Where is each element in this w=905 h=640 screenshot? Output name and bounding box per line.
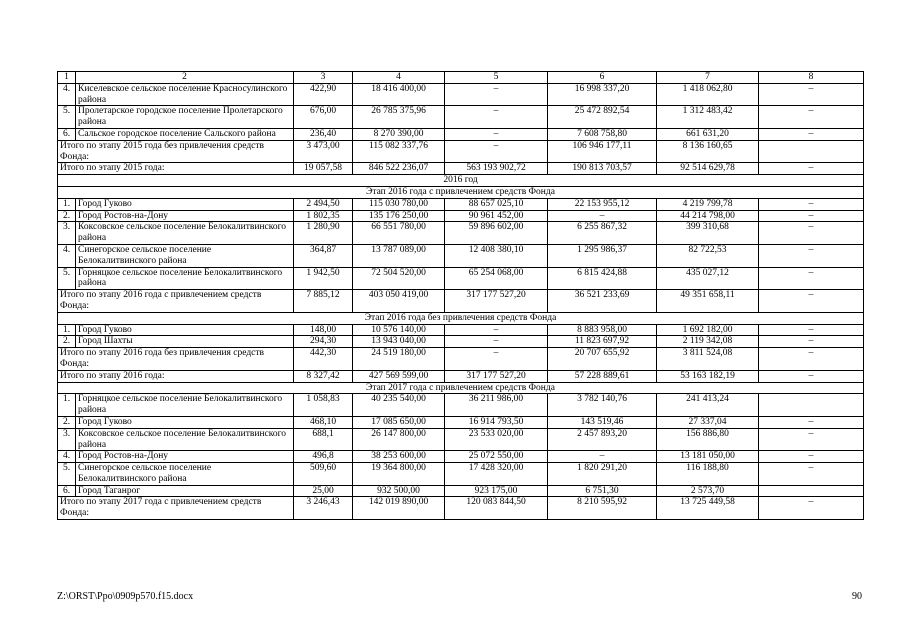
regional-budget-cell: 16 998 337,20 xyxy=(548,83,657,106)
other-cell: – xyxy=(759,428,864,451)
municipality-name: Коксовское сельское поселение Белокалитвинского района xyxy=(76,222,294,245)
row-number: 1. xyxy=(58,324,76,336)
area-cell: 2 494,50 xyxy=(294,198,353,210)
table-row xyxy=(58,428,864,451)
row-number: 2. xyxy=(58,416,76,428)
section-heading-row xyxy=(58,186,864,198)
fund-cell: – xyxy=(445,140,548,163)
other-cell: – xyxy=(759,222,864,245)
regional-budget-cell: 2 457 893,20 xyxy=(548,428,657,451)
area-cell: 364,87 xyxy=(294,244,353,267)
total-label: Итого по этапу 2015 года без привлечения средств Фонда: xyxy=(58,140,294,163)
other-cell: – xyxy=(759,324,864,336)
row-number: 4. xyxy=(58,244,76,267)
regional-budget-cell: 6 255 867,32 xyxy=(548,222,657,245)
other-cell: – xyxy=(759,267,864,290)
regional-budget-cell: 8 883 958,00 xyxy=(548,324,657,336)
table-row xyxy=(58,336,864,348)
regional-budget-cell: 6 815 424,88 xyxy=(548,267,657,290)
section-heading-row xyxy=(58,382,864,394)
table-row xyxy=(58,222,864,245)
fund-cell: 12 408 380,10 xyxy=(445,244,548,267)
other-cell: – xyxy=(759,497,864,520)
fund-cell: 16 914 793,50 xyxy=(445,416,548,428)
row-number: 5. xyxy=(58,106,76,129)
other-cell: – xyxy=(759,83,864,106)
municipality-name: Город Ростов-на-Дону xyxy=(76,451,294,463)
other-cell: – xyxy=(759,336,864,348)
area-cell: 509,60 xyxy=(294,463,353,486)
local-budget-cell: 53 163 182,19 xyxy=(657,370,759,382)
local-budget-cell: 13 181 050,00 xyxy=(657,451,759,463)
total-cost-cell: 10 576 140,00 xyxy=(353,324,445,336)
area-cell: 676,00 xyxy=(294,106,353,129)
local-budget-cell: 661 631,20 xyxy=(657,128,759,140)
local-budget-cell: 1 418 062,80 xyxy=(657,83,759,106)
fund-cell: 23 533 020,00 xyxy=(445,428,548,451)
total-cost-cell: 142 019 890,00 xyxy=(353,497,445,520)
total-label: Итого по этапу 2017 года с привлечением средств Фонда: xyxy=(58,497,294,520)
allocation-table xyxy=(57,71,864,520)
fund-cell: – xyxy=(445,336,548,348)
local-budget-cell: 49 351 658,11 xyxy=(657,290,759,313)
total-row xyxy=(58,290,864,313)
table-row xyxy=(58,267,864,290)
table-row xyxy=(58,394,864,417)
row-number: 2. xyxy=(58,336,76,348)
column-number-cell: 5 xyxy=(445,72,548,84)
row-number: 5. xyxy=(58,463,76,486)
local-budget-cell: 399 310,68 xyxy=(657,222,759,245)
fund-cell: 65 254 068,00 xyxy=(445,267,548,290)
fund-cell: – xyxy=(445,83,548,106)
total-cost-cell: 66 551 780,00 xyxy=(353,222,445,245)
table-row xyxy=(58,463,864,486)
row-number: 3. xyxy=(58,428,76,451)
municipality-name: Город Гуково xyxy=(76,198,294,210)
regional-budget-cell: 8 210 595,92 xyxy=(548,497,657,520)
section-heading: Этап 2016 года без привлечения средств Фонда xyxy=(58,312,864,324)
total-cost-cell: 403 050 419,00 xyxy=(353,290,445,313)
row-number: 4. xyxy=(58,451,76,463)
row-number: 1. xyxy=(58,394,76,417)
other-cell: – xyxy=(759,370,864,382)
fund-cell: – xyxy=(445,324,548,336)
section-heading-row xyxy=(58,175,864,187)
row-number: 1. xyxy=(58,198,76,210)
total-row xyxy=(58,497,864,520)
total-cost-cell: 38 253 600,00 xyxy=(353,451,445,463)
other-cell: – xyxy=(759,128,864,140)
column-number-cell: 7 xyxy=(657,72,759,84)
fund-cell: – xyxy=(445,106,548,129)
row-number: 6. xyxy=(58,485,76,497)
local-budget-cell: 1 692 182,00 xyxy=(657,324,759,336)
fund-cell: 317 177 527,20 xyxy=(445,370,548,382)
other-cell xyxy=(759,485,864,497)
total-label: Итого по этапу 2016 года: xyxy=(58,370,294,382)
total-row xyxy=(58,140,864,163)
regional-budget-cell: 7 608 758,80 xyxy=(548,128,657,140)
section-heading: Этап 2016 года с привлечением средств Фонда xyxy=(58,186,864,198)
regional-budget-cell: 25 472 892,54 xyxy=(548,106,657,129)
municipality-name: Синегорское сельское поселение Белокалитвинского района xyxy=(76,463,294,486)
other-cell: – xyxy=(759,416,864,428)
table-row xyxy=(58,416,864,428)
local-budget-cell: 44 214 798,00 xyxy=(657,210,759,222)
area-cell: 1 802,35 xyxy=(294,210,353,222)
total-cost-cell: 26 147 800,00 xyxy=(353,428,445,451)
total-row xyxy=(58,348,864,371)
total-label: Итого по этапу 2015 года: xyxy=(58,163,294,175)
area-cell: 294,30 xyxy=(294,336,353,348)
total-cost-cell: 19 364 800,00 xyxy=(353,463,445,486)
other-cell xyxy=(759,140,864,163)
fund-cell: – xyxy=(445,348,548,371)
total-label: Итого по этапу 2016 года без привлечения средств Фонда: xyxy=(58,348,294,371)
municipality-name: Город Шахты xyxy=(76,336,294,348)
municipality-name: Сальское городское поселение Сальского района xyxy=(76,128,294,140)
regional-budget-cell: 22 153 955,12 xyxy=(548,198,657,210)
area-cell: 3 246,43 xyxy=(294,497,353,520)
fund-cell: 563 193 902,72 xyxy=(445,163,548,175)
column-number-row xyxy=(58,72,864,84)
total-cost-cell: 846 522 236,07 xyxy=(353,163,445,175)
municipality-name: Город Таганрог xyxy=(76,485,294,497)
document-path: Z:\ORST\Ppo\0909p570.f15.docx xyxy=(57,591,194,602)
other-cell: – xyxy=(759,210,864,222)
local-budget-cell: 82 722,53 xyxy=(657,244,759,267)
regional-budget-cell: 143 519,46 xyxy=(548,416,657,428)
municipality-name: Пролетарское городское поселение Пролетарского района xyxy=(76,106,294,129)
total-cost-cell: 17 085 650,00 xyxy=(353,416,445,428)
municipality-name: Синегорское сельское поселение Белокалитвинского района xyxy=(76,244,294,267)
other-cell: – xyxy=(759,290,864,313)
table-row xyxy=(58,198,864,210)
other-cell: – xyxy=(759,451,864,463)
other-cell: – xyxy=(759,198,864,210)
regional-budget-cell: 20 707 655,92 xyxy=(548,348,657,371)
area-cell: 496,8 xyxy=(294,451,353,463)
local-budget-cell: 1 312 483,42 xyxy=(657,106,759,129)
area-cell: 468,10 xyxy=(294,416,353,428)
fund-cell: 88 657 025,10 xyxy=(445,198,548,210)
row-number: 2. xyxy=(58,210,76,222)
local-budget-cell: 2 573,70 xyxy=(657,485,759,497)
page-number: 90 xyxy=(852,591,862,602)
column-number-cell: 4 xyxy=(353,72,445,84)
total-cost-cell: 13 943 040,00 xyxy=(353,336,445,348)
section-heading: 2016 год xyxy=(58,175,864,187)
column-number-cell: 3 xyxy=(294,72,353,84)
total-cost-cell: 18 416 400,00 xyxy=(353,83,445,106)
area-cell: 236,40 xyxy=(294,128,353,140)
area-cell: 442,30 xyxy=(294,348,353,371)
total-cost-cell: 932 500,00 xyxy=(353,485,445,497)
fund-cell: 923 175,00 xyxy=(445,485,548,497)
total-cost-cell: 135 176 250,00 xyxy=(353,210,445,222)
table-row xyxy=(58,485,864,497)
table-row xyxy=(58,128,864,140)
total-cost-cell: 13 787 089,00 xyxy=(353,244,445,267)
row-number: 5. xyxy=(58,267,76,290)
area-cell: 3 473,00 xyxy=(294,140,353,163)
regional-budget-cell: 190 813 703,57 xyxy=(548,163,657,175)
total-cost-cell: 8 270 390,00 xyxy=(353,128,445,140)
section-heading: Этап 2017 года с привлечением средств Фонда xyxy=(58,382,864,394)
total-label: Итого по этапу 2016 года с привлечением средств Фонда: xyxy=(58,290,294,313)
area-cell: 148,00 xyxy=(294,324,353,336)
fund-cell: 317 177 527,20 xyxy=(445,290,548,313)
total-cost-cell: 26 785 375,96 xyxy=(353,106,445,129)
fund-cell: 25 072 550,00 xyxy=(445,451,548,463)
column-number-cell: 1 xyxy=(58,72,76,84)
row-number: 3. xyxy=(58,222,76,245)
total-cost-cell: 427 569 599,00 xyxy=(353,370,445,382)
table-row xyxy=(58,244,864,267)
area-cell: 1 280,90 xyxy=(294,222,353,245)
regional-budget-cell: 6 751,30 xyxy=(548,485,657,497)
area-cell: 25,00 xyxy=(294,485,353,497)
row-number: 4. xyxy=(58,83,76,106)
column-number-cell: 2 xyxy=(76,72,294,84)
municipality-name: Город Гуково xyxy=(76,324,294,336)
regional-budget-cell: – xyxy=(548,451,657,463)
total-cost-cell: 40 235 540,00 xyxy=(353,394,445,417)
table-row xyxy=(58,324,864,336)
area-cell: 422,90 xyxy=(294,83,353,106)
local-budget-cell: 435 027,12 xyxy=(657,267,759,290)
municipality-name: Киселевское сельское поселение Красносулинского района xyxy=(76,83,294,106)
table-row xyxy=(58,106,864,129)
fund-cell: 17 428 320,00 xyxy=(445,463,548,486)
other-cell: – xyxy=(759,348,864,371)
other-cell xyxy=(759,394,864,417)
local-budget-cell: 2 119 342,08 xyxy=(657,336,759,348)
total-cost-cell: 115 082 337,76 xyxy=(353,140,445,163)
other-cell: – xyxy=(759,106,864,129)
total-row xyxy=(58,163,864,175)
total-row xyxy=(58,370,864,382)
other-cell: – xyxy=(759,163,864,175)
other-cell: – xyxy=(759,463,864,486)
municipality-name: Коксовское сельское поселение Белокалитвинского района xyxy=(76,428,294,451)
area-cell: 19 057,58 xyxy=(294,163,353,175)
column-number-cell: 6 xyxy=(548,72,657,84)
regional-budget-cell: 1 820 291,20 xyxy=(548,463,657,486)
local-budget-cell: 156 886,80 xyxy=(657,428,759,451)
table-row xyxy=(58,451,864,463)
regional-budget-cell: 36 521 233,69 xyxy=(548,290,657,313)
regional-budget-cell: 106 946 177,11 xyxy=(548,140,657,163)
local-budget-cell: 3 811 524,08 xyxy=(657,348,759,371)
fund-cell: 90 961 452,00 xyxy=(445,210,548,222)
total-cost-cell: 24 519 180,00 xyxy=(353,348,445,371)
regional-budget-cell: 57 228 889,61 xyxy=(548,370,657,382)
regional-budget-cell: 3 782 140,76 xyxy=(548,394,657,417)
local-budget-cell: 4 219 799,78 xyxy=(657,198,759,210)
fund-cell: 120 083 844,50 xyxy=(445,497,548,520)
municipality-name: Город Гуково xyxy=(76,416,294,428)
regional-budget-cell: 11 823 697,92 xyxy=(548,336,657,348)
table-row xyxy=(58,83,864,106)
other-cell: – xyxy=(759,244,864,267)
local-budget-cell: 116 188,80 xyxy=(657,463,759,486)
area-cell: 688,1 xyxy=(294,428,353,451)
fund-cell: 59 896 602,00 xyxy=(445,222,548,245)
local-budget-cell: 8 136 160,65 xyxy=(657,140,759,163)
row-number: 6. xyxy=(58,128,76,140)
total-cost-cell: 115 030 780,00 xyxy=(353,198,445,210)
area-cell: 1 942,50 xyxy=(294,267,353,290)
municipality-name: Горняцкое сельское поселение Белокалитвинского района xyxy=(76,267,294,290)
table-row xyxy=(58,210,864,222)
regional-budget-cell: 1 295 986,37 xyxy=(548,244,657,267)
municipality-name: Город Ростов-на-Дону xyxy=(76,210,294,222)
area-cell: 8 327,42 xyxy=(294,370,353,382)
total-cost-cell: 72 504 520,00 xyxy=(353,267,445,290)
fund-cell: – xyxy=(445,128,548,140)
area-cell: 1 058,83 xyxy=(294,394,353,417)
local-budget-cell: 13 725 449,58 xyxy=(657,497,759,520)
local-budget-cell: 241 413,24 xyxy=(657,394,759,417)
municipality-name: Горняцкое сельское поселение Белокалитвинского района xyxy=(76,394,294,417)
area-cell: 7 885,12 xyxy=(294,290,353,313)
regional-budget-cell: – xyxy=(548,210,657,222)
section-heading-row xyxy=(58,312,864,324)
local-budget-cell: 27 337,04 xyxy=(657,416,759,428)
local-budget-cell: 92 514 629,78 xyxy=(657,163,759,175)
fund-cell: 36 211 986,00 xyxy=(445,394,548,417)
column-number-cell: 8 xyxy=(759,72,864,84)
